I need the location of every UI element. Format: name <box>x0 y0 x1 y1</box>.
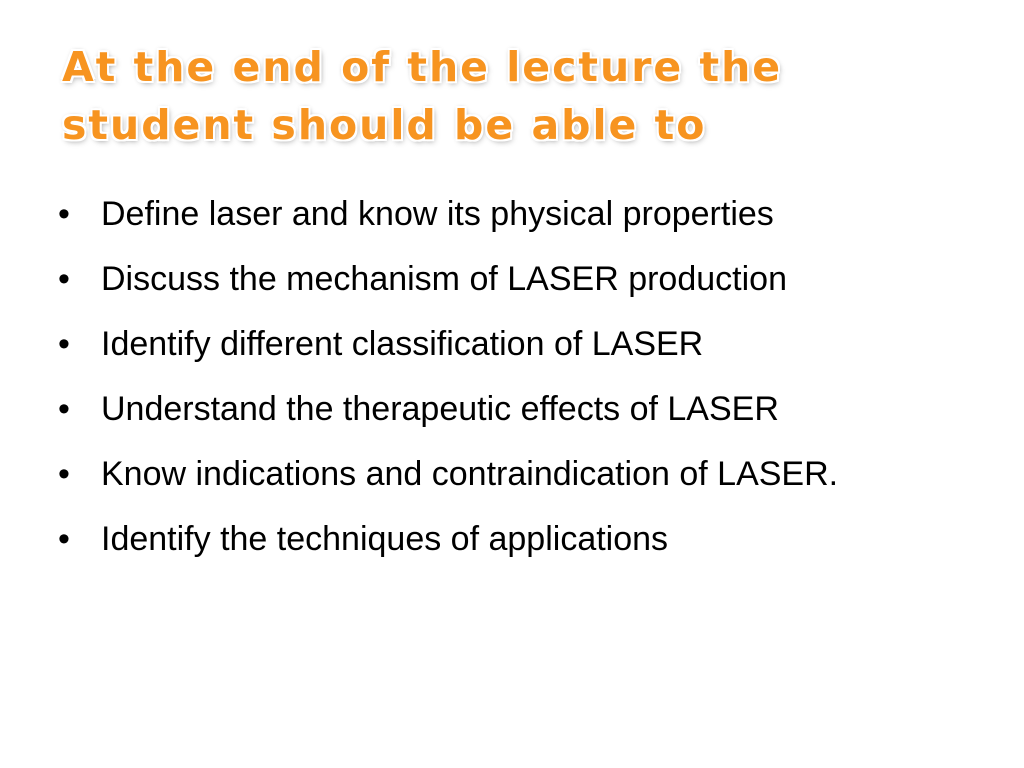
slide-title-line-2: student should be able to <box>62 101 707 149</box>
slide-title-line-1: At the end of the lecture the <box>62 43 783 91</box>
bullet-text: Know indications and contraindication of LASER. <box>101 455 839 493</box>
bullet-item-mechanism <box>58 253 958 305</box>
bullet-icon: • <box>58 390 70 428</box>
bullet-icon: • <box>58 260 70 298</box>
bullet-text: Understand the therapeutic effects of LASER <box>101 390 779 428</box>
slide-title <box>62 38 982 154</box>
bullet-item-indications <box>58 448 958 500</box>
bullet-icon: • <box>58 325 70 363</box>
bullet-text: Discuss the mechanism of LASER production <box>101 260 787 298</box>
bullet-item-classification <box>58 318 958 370</box>
bullet-text: Identify the techniques of applications <box>101 520 669 558</box>
bullet-text: Define laser and know its physical properties <box>101 195 774 233</box>
bullet-list <box>58 188 958 578</box>
bullet-item-techniques <box>58 513 958 565</box>
bullet-icon: • <box>58 455 70 493</box>
bullet-item-define-laser <box>58 188 958 240</box>
bullet-item-therapeutic-effects <box>58 383 958 435</box>
bullet-icon: • <box>58 520 70 558</box>
bullet-icon: • <box>58 195 70 233</box>
bullet-text: Identify different classification of LASER <box>101 325 704 363</box>
